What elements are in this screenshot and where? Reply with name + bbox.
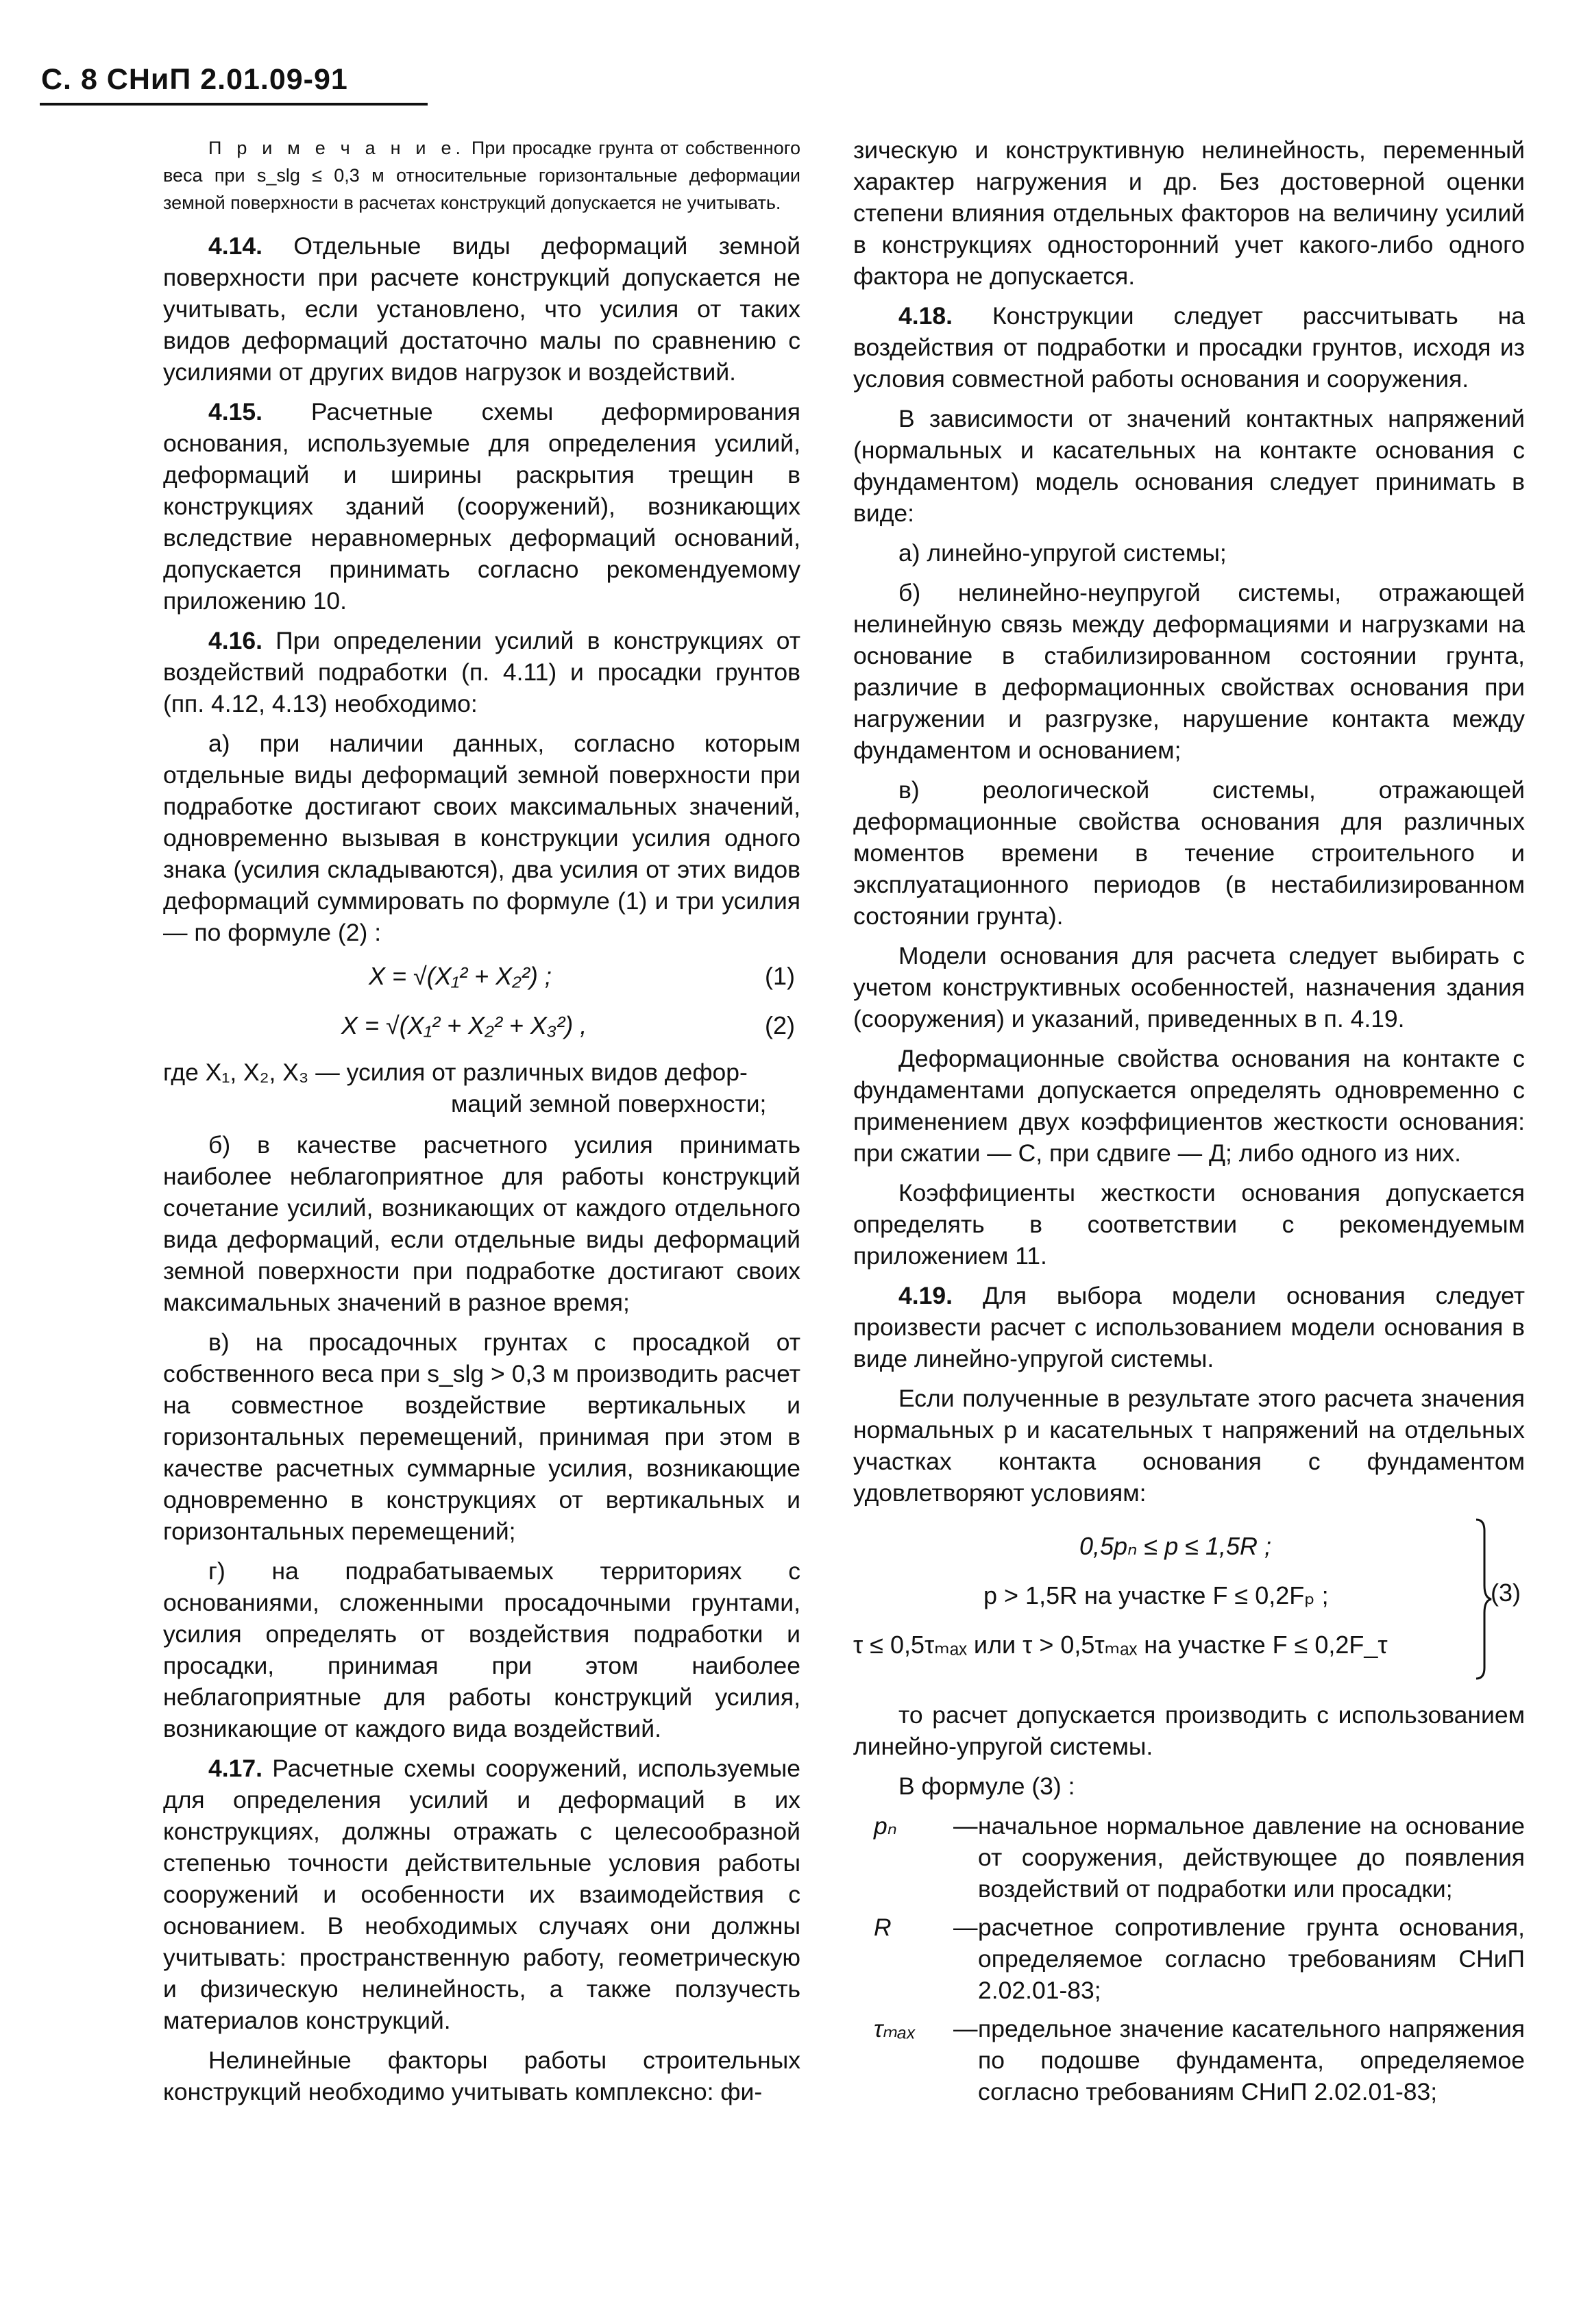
system-number: (3) (1491, 1579, 1521, 1607)
para-4-14-number: 4.14. (208, 232, 262, 260)
para-4-16-text: При определении усилий в конструкциях от воздействий подработки (п. 4.11) и просадки грунтов (пп. 4.12, 4.13) необходимо: (163, 627, 800, 717)
note-label: П р и м е ч а н и е. (208, 138, 465, 158)
para-4-16-v: в) на просадочных грунтах с просадкой от собственного веса при s_slg > 0,3 м производить расчет на совместное воздействие вертикальных и горизонтальных перемещений, принимая при этом в качестве расчетных суммарные усилия, возникающие одновременно в конструкциях от вертикальных и горизонтальных перемещений; (163, 1328, 800, 1545)
para-4-18-item-v: в) реологической системы, отражающей деформационные свойства основания для различных моментов времени в течение строительного и эксплуатационного периодов (в нестабилизированном состоянии грунта). (853, 776, 1525, 930)
symbol-definitions (853, 1810, 1525, 2107)
para-4-15 (163, 396, 800, 617)
where-head: где X₁, X₂, X₃ — усилия от различных видов дефор- (163, 1059, 748, 1086)
conditions-system (853, 1517, 1525, 1688)
formula-2-number: (2) (765, 1011, 795, 1039)
para-4-15-text: Расчетные схемы деформирования основания, используемые для определения усилий, деформаций и ширины раскрытия трещин в конструкциях зданий (сооружений), возникающих вследствие неравномерных деформаций оснований, допускается принимать согласно рекомендуемому приложению 10. (163, 398, 800, 615)
para-4-18-c: Модели основания для расчета следует выбирать с учетом конструктивных особенностей, назначения здания (сооружения) и указаний, приведенных в п. 4.19. (853, 942, 1525, 1033)
para-4-18-item-b: б) нелинейно-неупругой системы, отражающей нелинейную связь между деформациями и нагрузками на основание в стабилизированном состоянии грунта, различие в деформационных свойствах основания при нагружении и разгрузке, нарушение контакта между фундаментом и основанием; (853, 579, 1525, 764)
page-header: С. 8 СНиП 2.01.09-91 (41, 63, 348, 96)
formula-2-expression: X = √(X₁² + X₂² + X₃²) , (341, 1011, 587, 1039)
para-4-17-number: 4.17. (208, 1755, 262, 1782)
formula-2 (163, 1007, 800, 1047)
para-4-18-item-a: а) линейно-упругой системы; (898, 539, 1227, 567)
definition-text: расчетное сопротивление грунта основания, определяемое согласно требованиям СНиП 2.02.01-83; (978, 1914, 1525, 2004)
definition-symbol: τₘₐₓ (874, 2015, 916, 2042)
left-column (163, 134, 800, 2116)
para-4-19-c: то расчет допускается производить с использованием линейно-упругой системы. (853, 1701, 1525, 1760)
formula-1-number: (1) (765, 962, 795, 990)
definition-dash: — (953, 1914, 978, 1941)
para-4-19-text: Для выбора модели основания следует произвести расчет с использованием модели основания в виде линейно-упругой системы. (853, 1282, 1525, 1372)
definition-text: начальное нормальное давление на основание от сооружения, действующее до появления воздействий от подработки или просадки; (978, 1812, 1525, 1903)
definition-row (853, 2013, 1525, 2107)
para-4-18-b: В зависимости от значений контактных напряжений (нормальных и касательных на контакте основания с фундаментом) модель основания следует принимать в виде: (853, 405, 1525, 527)
para-4-17 (163, 1753, 800, 2036)
para-4-19-b: Если полученные в результате этого расчета значения нормальных p и касательных τ напряжений на отдельных участках контакта основания с фундаментом удовлетворяют условиям: (853, 1385, 1525, 1507)
right-column (853, 134, 1525, 2114)
para-4-17-text: Расчетные схемы сооружений, используемые для определения усилий и деформаций в их конструкциях, должны отражать с целесообразной степенью точности действительные условия работы сооружений и особенности их взаимодействия с основанием. В необходимых случаях они должны учитывать: пространственную работу, геометрическую и физическую нелинейность, а также ползучесть материалов конструкций. (163, 1755, 800, 2034)
definition-dash: — (953, 1812, 978, 1840)
para-4-16-b: б) в качестве расчетного усилия принимать наиболее неблагоприятное для работы конструкций сочетание усилий, возникающих от каждого отдельного вида деформаций, если отдельные виды деформаций земной поверхности при подработке достигают своих максимальных значений в разное время; (163, 1131, 800, 1316)
para-4-14 (163, 230, 800, 388)
para-4-16 (163, 625, 800, 719)
para-4-19-number: 4.19. (898, 1282, 953, 1309)
para-4-18 (853, 300, 1525, 395)
para-4-17-b: Нелинейные факторы работы строительных конструкций необходимо учитывать комплексно: фи- (163, 2047, 800, 2105)
formula-1-expression: X = √(X₁² + X₂²) ; (369, 962, 552, 990)
condition-1: 0,5pₙ ≤ p ≤ 1,5R ; (1079, 1532, 1272, 1560)
definition-text: предельное значение касательного напряжения по подошве фундамента, определяемое согласно требованиям СНиП 2.02.01-83; (978, 2015, 1525, 2105)
where-continuation: маций земной поверхности; (451, 1090, 767, 1117)
definition-symbol: pₙ (874, 1812, 897, 1840)
note-paragraph (163, 134, 800, 217)
para-4-15-number: 4.15. (208, 398, 262, 425)
definition-row (853, 1912, 1525, 2006)
para-4-19 (853, 1280, 1525, 1374)
definition-symbol: R (874, 1914, 892, 1941)
definition-row (853, 1810, 1525, 1905)
para-4-19-d: В формуле (3) : (898, 1772, 1075, 1800)
header-rule (40, 103, 428, 106)
para-4-18-d: Деформационные свойства основания на контакте с фундаментами допускается определять одновременно с применением двух коэффициентов жесткости основания: при сжатии — С, при сдвиге — Д; либо одного из них. (853, 1045, 1525, 1167)
para-4-16-g: г) на подрабатываемых территориях с основаниями, сложенными просадочными грунтами, усилия определять от воздействия подработки и просадки, принимая при этом наиболее неблагоприятные для работы конструкций усилия, возникающие от каждого вида воздействий. (163, 1557, 800, 1742)
condition-3: τ ≤ 0,5τₘₐₓ или τ > 0,5τₘₐₓ на участке F ≤ 0,2F_τ (853, 1631, 1388, 1659)
definition-dash: — (953, 2015, 978, 2042)
para-4-16-a: а) при наличии данных, согласно которым отдельные виды деформаций земной поверхности при подработке достигают своих максимальных значений, одновременно вызывая в конструкции усилия одного знака (усилия складываются), два усилия от этих видов деформаций суммировать по формуле (1) и три усилия — по формуле (2) : (163, 730, 800, 946)
para-continuation: зическую и конструктивную нелинейность, переменный характер нагружения и др. Без достоверной оценки степени влияния отдельных факторов на величину усилий в конструкциях односторонний учет какого-либо одного фактора не допускается. (853, 136, 1525, 290)
para-4-18-e: Коэффициенты жесткости основания допускается определять в соответствии с рекомендуемым приложением 11. (853, 1179, 1525, 1270)
note-text: При просадке грунта от собственного веса при s_slg ≤ 0,3 м относительные горизонтальные деформации земной поверхности в расчетах конструкций допускается не учитывать. (163, 138, 800, 213)
para-4-18-number: 4.18. (898, 302, 953, 330)
condition-2: p > 1,5R на участке F ≤ 0,2Fₚ ; (983, 1581, 1329, 1609)
formula-where-clause (163, 1056, 800, 1120)
para-4-16-number: 4.16. (208, 627, 262, 654)
formula-1 (163, 958, 800, 998)
para-4-18-text: Конструкции следует рассчитывать на воздействия от подработки и просадки грунтов, исходя из условия совместной работы основания и сооружения. (853, 302, 1525, 393)
para-4-14-text: Отдельные виды деформаций земной поверхности при расчете конструкций допускается не учитывать, если установлено, что усилия от таких видов деформаций достаточно малы по сравнению с усилиями от других видов нагрузок и воздействий. (163, 232, 800, 386)
